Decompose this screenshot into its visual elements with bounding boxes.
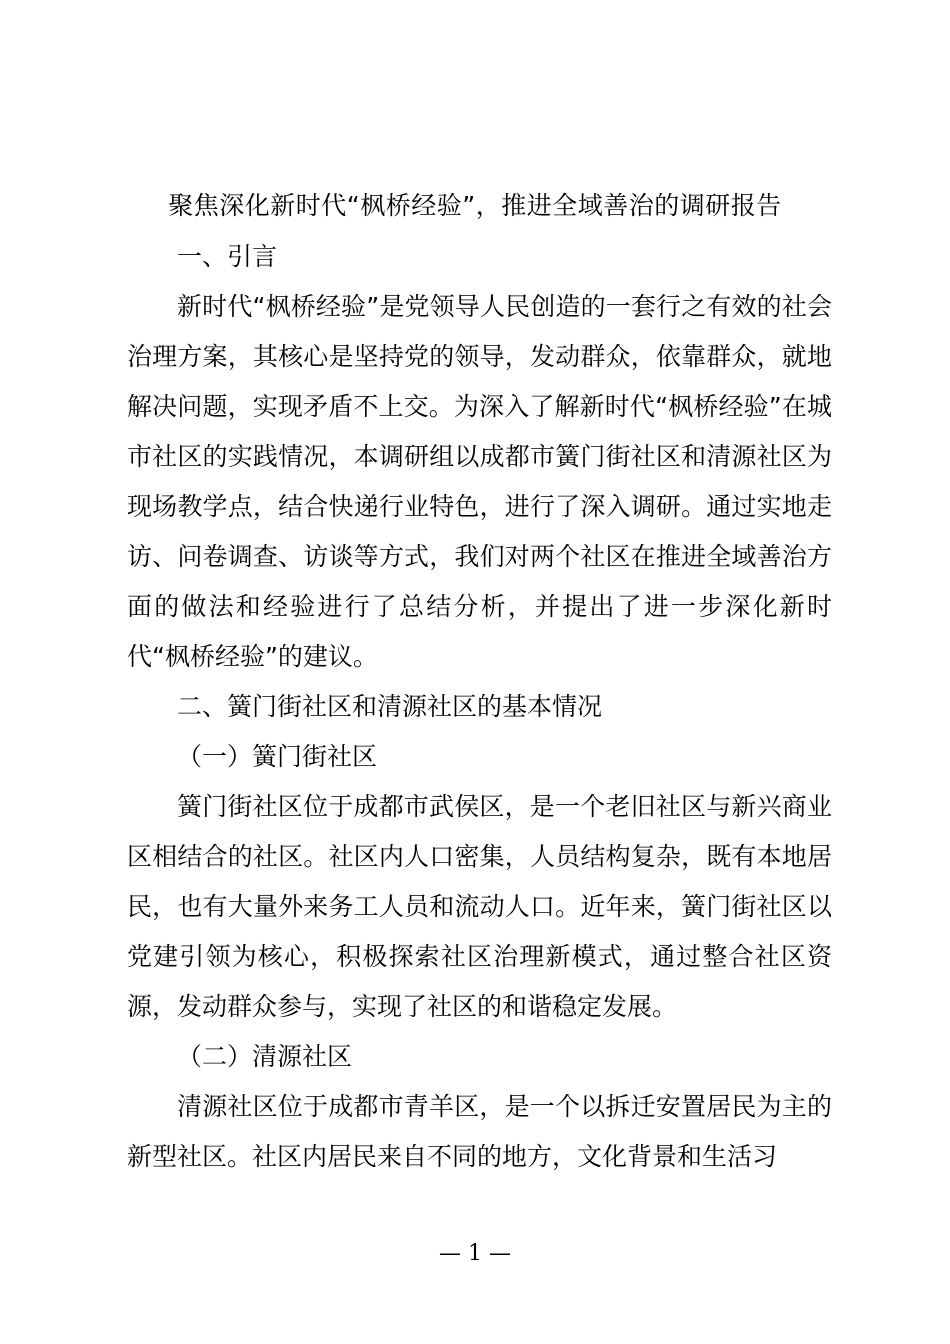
page-number: — 1 — [439, 1241, 511, 1266]
document-body [127, 232, 832, 1182]
section-heading-introduction: 一、引言 [177, 242, 278, 271]
paragraph-introduction: 新时代“枫桥经验”是党领导人民创造的一套行之有效的社会治理方案，其核心是坚持党的领导，发动群众，依靠群众，就地解决问题，实现矛盾不上交。为深入了解新时代“枫桥经验”在城市社区的实践情况，本调研组以成都市簧门街社区和清源社区为现场教学点，结合快递行业特色，进行了深入调研。通过实地走访、问卷调查、访谈等方式，我们对两个社区在推进全域善治方面的做法和经验进行了总结分析，并提出了进一步深化新时代“枫桥经验”的建议。 [127, 292, 832, 671]
paragraph-qingyuan: 清源社区位于成都市青羊区，是一个以拆迁安置居民为主的新型社区。社区内居民来自不同的地方，文化背景和生活习 [127, 1092, 832, 1171]
subsection-heading-qingyuan: （二）清源社区 [177, 1042, 353, 1071]
section-heading-basic-situation: 二、簧门街社区和清源社区的基本情况 [177, 692, 603, 721]
paragraph-huangmenjie: 簧门街社区位于成都市武侯区，是一个老旧社区与新兴商业区相结合的社区。社区内人口密集，人员结构复杂，既有本地居民，也有大量外来务工人员和流动人口。近年来，簧门街社区以党建引领为核心，积极探索社区治理新模式，通过整合社区资源，发动群众参与，实现了社区的和谐稳定发展。 [127, 792, 832, 1021]
subsection-heading-huangmenjie: （一）簧门街社区 [177, 742, 378, 771]
document-title: 聚焦深化新时代“枫桥经验”，推进全域善治的调研报告 [168, 191, 782, 220]
